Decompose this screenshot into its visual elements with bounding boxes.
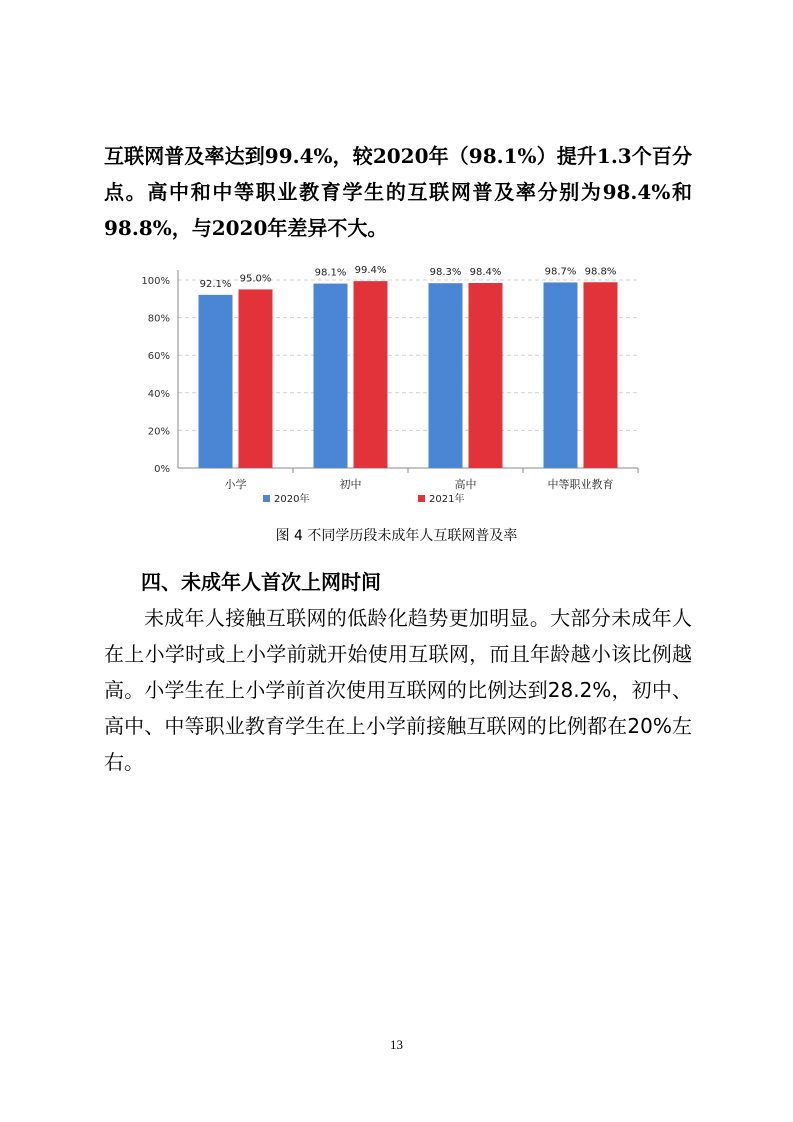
bar [469, 283, 503, 468]
data-label: 98.3% [429, 267, 462, 279]
bar [429, 283, 463, 468]
y-tick-label: 40% [147, 388, 170, 400]
category-label: 小学 [224, 478, 247, 491]
data-label: 99.4% [354, 265, 387, 277]
legend-swatch [418, 495, 425, 502]
bar [199, 295, 233, 468]
page-number: 13 [390, 1037, 403, 1052]
category-label: 高中 [454, 478, 477, 491]
figure-caption: 图 4 不同学历段未成年人互联网普及率 [275, 528, 518, 544]
section-heading: 四、未成年人首次上网时间 [141, 570, 381, 594]
chart-svg [130, 252, 650, 512]
bar-chart [130, 252, 650, 512]
bar [239, 289, 273, 468]
y-tick-label: 0% [154, 464, 170, 475]
y-tick-label: 80% [147, 313, 170, 325]
data-label: 95.0% [239, 273, 272, 285]
bar [314, 284, 348, 468]
legend-label: 2021年 [429, 494, 465, 505]
bar [584, 282, 618, 468]
data-label: 98.1% [314, 267, 347, 279]
data-label: 98.4% [469, 267, 502, 279]
data-label: 92.1% [199, 278, 232, 290]
paragraph-intro: 互联网普及率达到99.4%，较2020年（98.1%）提升1.3个百分点。高中和中等职业教育学生的互联网普及率分别为98.4%和98.8%，与2020年差异不大。 [104, 144, 692, 240]
legend-swatch [263, 495, 270, 502]
y-tick-label: 60% [147, 351, 170, 363]
bar [544, 282, 578, 468]
category-label: 中等职业教育 [547, 478, 614, 491]
paragraph-body: 未成年人接触互联网的低龄化趋势更加明显。大部分未成年人在上小学时或上小学前就开始使用互联网，而且年龄越小该比例越高。小学生在上小学前首次使用互联网的比例达到28.2%，初中、高中、中等职业教育学生在上小学前接触互联网的比例都在20%左右。 [104, 606, 692, 774]
legend-label: 2020年 [274, 494, 310, 505]
category-label: 初中 [339, 478, 362, 491]
bar [354, 281, 388, 468]
data-label: 98.8% [584, 266, 617, 278]
data-label: 98.7% [544, 266, 577, 278]
y-tick-label: 100% [141, 276, 170, 287]
y-tick-label: 20% [147, 426, 170, 438]
